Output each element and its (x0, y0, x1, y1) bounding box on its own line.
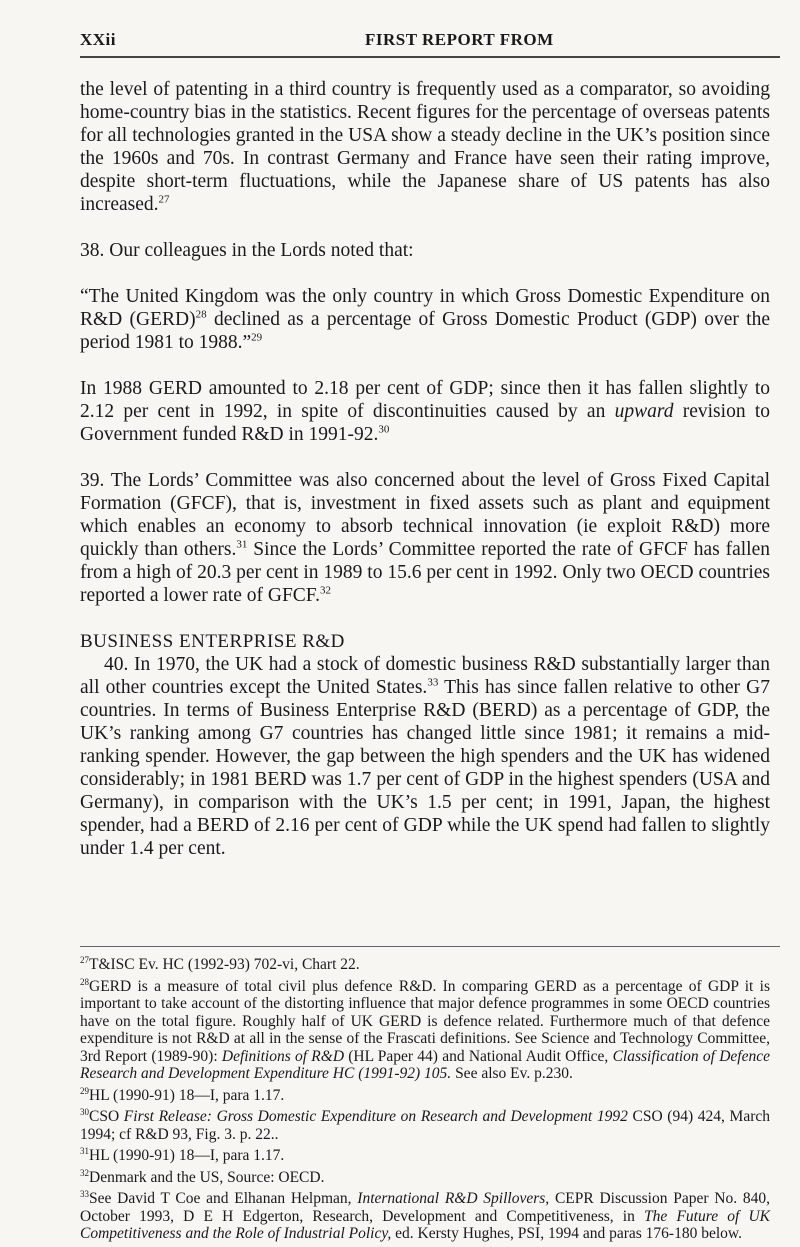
section-heading: BUSINESS ENTERPRISE R&D (80, 631, 345, 652)
running-title: FIRST REPORT FROM (365, 30, 554, 49)
paragraph-39: 39. The Lords’ Committee was also concerned about the level of Gross Fixed Capital Formation (GFCF), that is, investment in fixed assets such as plant and equipment which enables an economy to absorb technical innovation (ie exploit R&D) more quickly than others.$^{31}$ Since the Lords’ Committee reported the rate of GFCF has fallen from a high of 20.3 per cent in 1989 to 15.6 per cent in 1992. Only two OECD countries reported a lower rate of GFCF.$^{32}$ (80, 470, 770, 606)
paragraph: In 1988 GERD amounted to 2.18 per cent of GDP; since then it has fallen slightly to 2.12 per cent in 1992, in spite of discontinuities caused by an upward revision to Government funded R&D in 1991-92.30 (80, 378, 770, 445)
footnote-ref: 27 (158, 193, 170, 206)
footnote-ref: 31 (236, 538, 248, 551)
footnote-ref: 30 (378, 423, 390, 436)
footnote-ref: 33 (427, 676, 439, 689)
footnote-28: $^{28}$GERD is a measure of total civil plus defence R&D. In comparing GERD as a percentage of GDP it is important to take account of the distorting influence that major defence programmes in some OECD countries have on the total figure. Roughly half of UK GERD is defence related. Furthermore much of that defence expenditure is not R&D at all in the sense of the Frascati definitions. See Science and Technology Committee, 3rd Report (1989-90): Definitions of R&D (HL Paper 44) and National Audit Office, Classification of Defence Research and Development Expenditure HC (1991-92) 105. See also Ev. p.230. (80, 976, 770, 1082)
body-text (80, 78, 770, 860)
page-number: XXii (80, 30, 116, 49)
block-quote: “The United Kingdom was the only country in which Gross Domestic Expenditure on R&D (GERD)$^{28}$ declined as a percentage of Gross Domestic Product (GDP) over the period 1981 to 1988.”$^{29}$ (80, 286, 771, 353)
footnote-31: $^{31}$HL (1990-91) 18—I, para 1.17. (80, 1145, 285, 1164)
paragraph-38: 38. Our colleagues in the Lords noted that: (80, 240, 414, 261)
footnotes (80, 956, 770, 1247)
header-rule (80, 56, 780, 58)
running-header (80, 30, 770, 56)
footnote-32: $^{32}$Denmark and the US, Source: OECD. (80, 1167, 325, 1186)
footnote-ref: 32 (319, 584, 331, 597)
footnote-ref: 29 (251, 331, 263, 344)
footnote-ref: 28 (195, 308, 207, 321)
footnote-rule (80, 946, 780, 947)
footnote-29: $^{29}$HL (1990-91) 18—I, para 1.17. (80, 1085, 285, 1104)
paragraph-40: 40. In 1970, the UK had a stock of domestic business R&D substantially larger than all other countries except the United States.$^{33}$ This has since fallen relative to other G7 countries. In terms of Business Enterprise R&D (BERD) as a percentage of GDP, the UK’s ranking among G7 countries has changed little since 1981; it remains a mid-ranking spender. However, the gap between the high spenders and the UK has widened considerably; in 1981 BERD was 1.7 per cent of GDP in the highest spenders (USA and Germany), in comparison with the UK’s 1.5 per cent; in 1991, Japan, the highest spender, had a BERD of 2.16 per cent of GDP while the UK spend had fallen to slightly under 1.4 per cent. (80, 654, 770, 859)
paragraph: the level of patenting in a third country is frequently used as a comparator, so avoiding home-country bias in the statistics. Recent figures for the percentage of overseas patents for all technologies granted in the USA show a steady decline in the UK’s position since the 1960s and 70s. In contrast Germany and France have seen their rating improve, despite short-term fluctuations, while the Japanese share of US patents has also increased.$^{27}$ (80, 79, 770, 215)
footnote-27: $^{27}$T&ISC Ev. HC (1992-93) 702-vi, Chart 22. (80, 954, 360, 973)
footnote-33: $^{33}$See David T Coe and Elhanan Helpman, International R&D Spillovers, CEPR Discussion Paper No. 840, October 1993, D E H Edgerton, Research, Development and Competitiveness, in The Future of UK Competitiveness and the Role of Industrial Policy, ed. Kersty Hughes, PSI, 1994 and paras 176-180 below. (80, 1188, 771, 1242)
footnote-30: $^{30}$CSO First Release: Gross Domestic Expenditure on Research and Development 1992 CSO (94) 424, March 1994; cf R&D 93, Fig. 3. p. 22.. (80, 1106, 770, 1143)
